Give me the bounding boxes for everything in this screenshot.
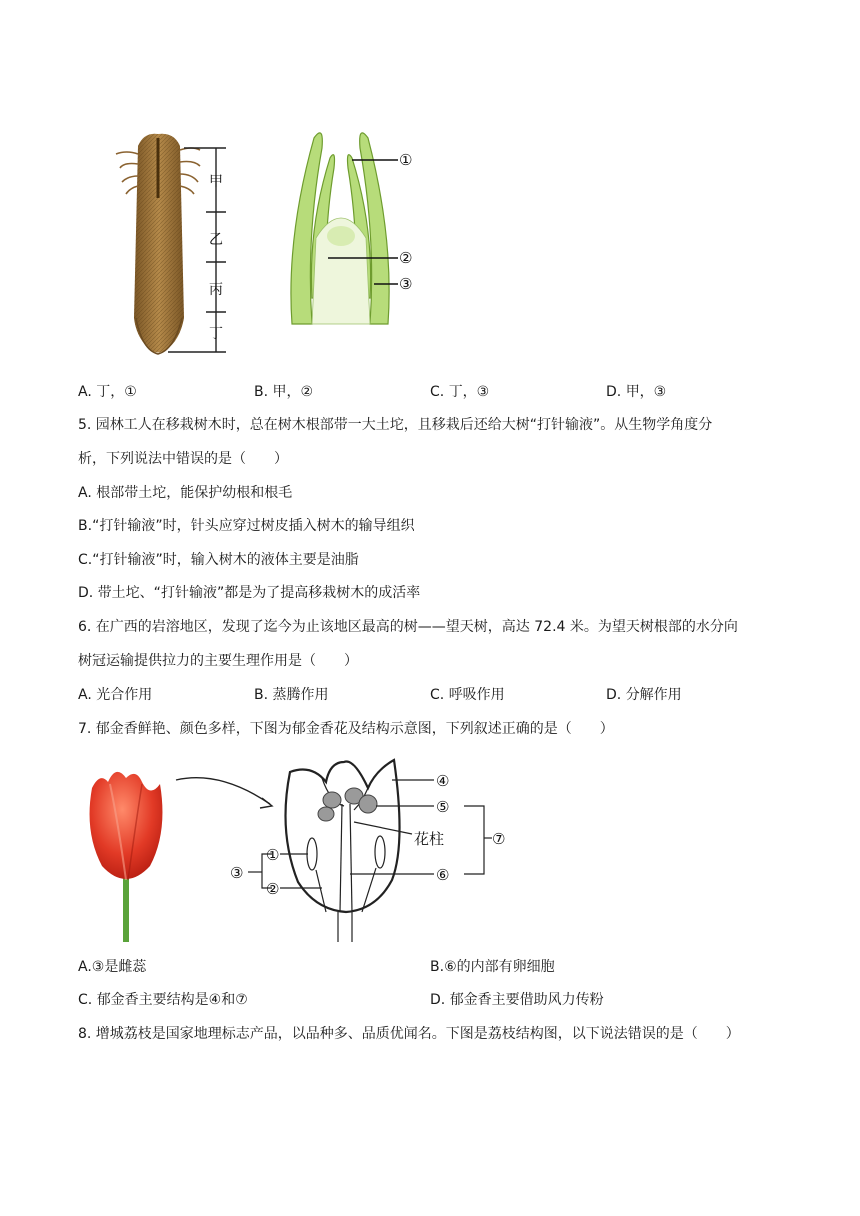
q7-option-d[interactable]: D. 郁金香主要借助风力传粉 bbox=[430, 992, 604, 1008]
bud-marker-1: ① bbox=[399, 151, 413, 169]
tulip-marker-4: ④ bbox=[436, 772, 450, 790]
q4-option-a[interactable]: A. 丁，① bbox=[78, 384, 137, 400]
q7-option-a[interactable]: A.③是雌蕊 bbox=[78, 959, 147, 975]
tulip-style-label: 花柱 bbox=[414, 830, 445, 848]
q5-option-a[interactable]: A. 根部带土坨，能保护幼根和根毛 bbox=[78, 485, 293, 501]
q8-stem: 8. 增城荔枝是国家地理标志产品，以品种多、品质优闻名。下图是荔枝结构图，以下说法错误的是（ ） bbox=[78, 1026, 740, 1042]
q7-stem: 7. 郁金香鲜艳、颜色多样，下图为郁金香花及结构示意图，下列叙述正确的是（ ） bbox=[78, 721, 614, 737]
tulip-marker-1: ① bbox=[266, 846, 280, 864]
bud-marker-3: ③ bbox=[399, 275, 413, 293]
q6-option-c[interactable]: C. 呼吸作用 bbox=[430, 687, 505, 703]
bud-marker-2: ② bbox=[399, 249, 413, 267]
q6-stem-line1: 6. 在广西的岩溶地区，发现了迄今为止该地区最高的树——望天树，高达 72.4 米。为望天树根部的水分向 bbox=[78, 619, 738, 635]
tulip-structure-diagram bbox=[226, 752, 526, 944]
tulip-marker-5: ⑤ bbox=[436, 798, 450, 816]
q5-option-c[interactable]: C.“打针输液”时，输入树木的液体主要是油脂 bbox=[78, 552, 359, 568]
root-tip-figure bbox=[108, 128, 238, 360]
zone-label-jia: 甲 bbox=[209, 174, 223, 190]
q6-option-b[interactable]: B. 蒸腾作用 bbox=[254, 687, 329, 703]
q7-option-c[interactable]: C. 郁金香主要结构是④和⑦ bbox=[78, 992, 248, 1008]
tulip-marker-2: ② bbox=[266, 880, 280, 898]
q6-stem-line2: 树冠运输提供拉力的主要生理作用是（ ） bbox=[78, 653, 358, 669]
tulip-marker-3: ③ bbox=[230, 864, 244, 882]
q6-option-d[interactable]: D. 分解作用 bbox=[606, 687, 682, 703]
bud-figure bbox=[284, 118, 424, 332]
q4-option-b[interactable]: B. 甲，② bbox=[254, 384, 314, 400]
zone-label-ding: 丁 bbox=[209, 326, 223, 342]
q4-option-c[interactable]: C. 丁，③ bbox=[430, 384, 490, 400]
q4-option-d[interactable]: D. 甲，③ bbox=[606, 384, 667, 400]
zone-label-bing: 丙 bbox=[209, 282, 223, 298]
tulip-photo bbox=[80, 762, 172, 942]
q5-option-d[interactable]: D. 带土坨、“打针输液”都是为了提高移栽树木的成活率 bbox=[78, 585, 421, 601]
tulip-marker-6: ⑥ bbox=[436, 866, 450, 884]
q6-option-a[interactable]: A. 光合作用 bbox=[78, 687, 153, 703]
q5-stem-line2: 析，下列说法中错误的是（ ） bbox=[78, 451, 288, 467]
tulip-marker-7: ⑦ bbox=[492, 830, 506, 848]
q5-option-b[interactable]: B.“打针输液”时，针头应穿过树皮插入树木的输导组织 bbox=[78, 518, 415, 534]
q5-stem-line1: 5. 园林工人在移栽树木时，总在树木根部带一大土坨，且移栽后还给大树“打针输液”。从生物学角度分 bbox=[78, 417, 713, 433]
q7-option-b[interactable]: B.⑥的内部有卵细胞 bbox=[430, 959, 555, 975]
zone-label-yi: 乙 bbox=[209, 232, 223, 248]
